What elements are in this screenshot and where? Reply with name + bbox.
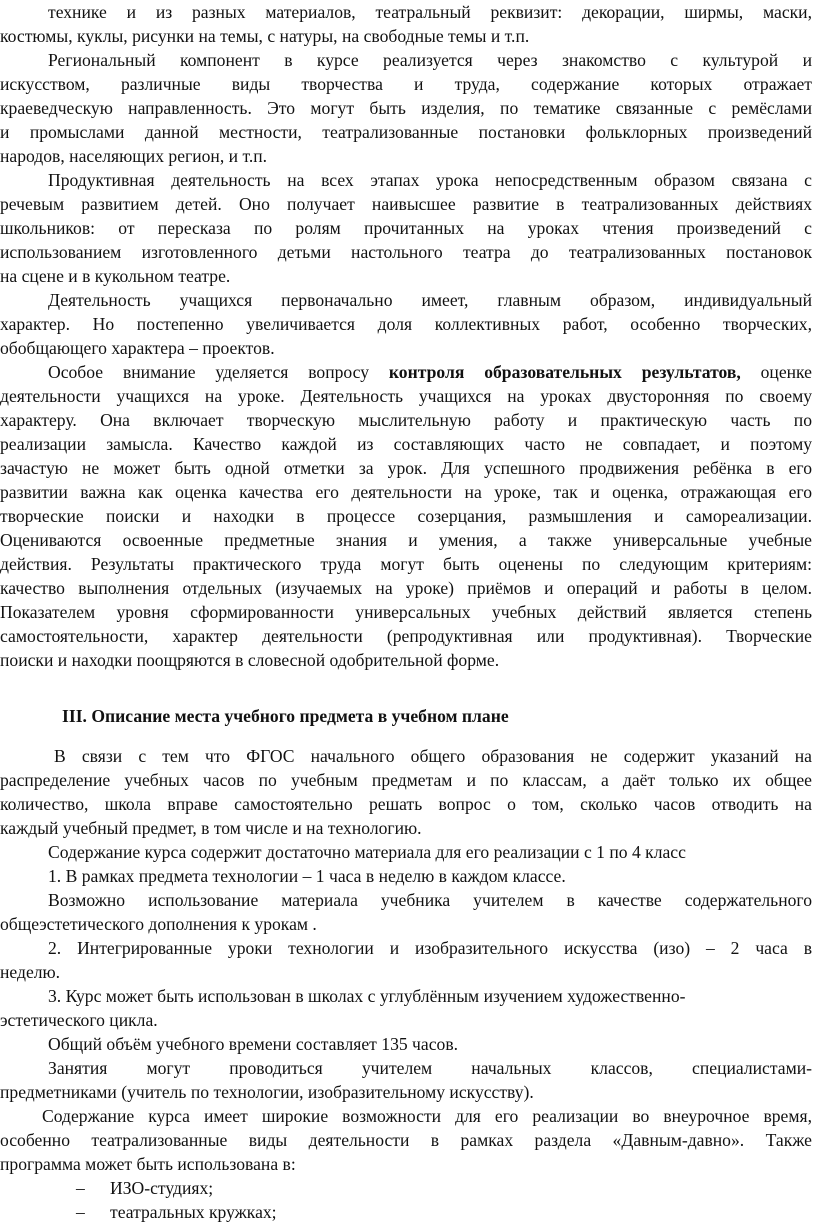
- paragraph-line: костюмы, куклы, рисунки на темы, с натуры, на свободные темы и т.п.: [0, 26, 530, 46]
- paragraph-line: использованием изготовленного детьми настольного театра до театрализованных постановок: [0, 242, 812, 262]
- bullet-text: театральных кружках;: [110, 1202, 277, 1222]
- paragraph-line: особенно театрализованные виды деятельности в рамках раздела «Давным-давно». Также: [0, 1130, 812, 1150]
- paragraph-line: распределение учебных часов по учебным предметам и по классам, а даёт только их общее: [0, 770, 812, 790]
- bold-phrase: контроля образовательных результатов,: [388, 362, 741, 382]
- dash-bullet-icon: –: [76, 1178, 85, 1198]
- numbered-item: 1. В рамках предмета технологии – 1 часа в неделю в каждом классе.: [48, 866, 566, 886]
- paragraph-line: Общий объём учебного времени составляет 135 часов.: [48, 1034, 459, 1054]
- paragraph-line: зачастую не может быть одной отметки за урок. Для успешного продвижения ребёнка в его: [0, 458, 812, 478]
- paragraph-line: деятельности учащихся на уроке. Деятельность учащихся на уроках двусторонняя по своему: [0, 386, 812, 406]
- numbered-item-continuation: эстетического цикла.: [0, 1010, 158, 1030]
- paragraph-line: предметниками (учитель по технологии, изобразительному искусству).: [0, 1082, 534, 1102]
- paragraph-line: народов, населяющих регион, и т.п.: [0, 146, 268, 166]
- paragraph-line: Показателем уровня сформированности универсальных учебных действий является степень: [0, 602, 812, 622]
- paragraph-line: краеведческую направленность. Это могут быть изделия, по тематике связанные с ремёслами: [0, 98, 812, 118]
- paragraph-line: Содержание курса имеет широкие возможности для его реализации во внеурочное время,: [42, 1106, 812, 1126]
- numbered-item-continuation: неделю.: [0, 962, 61, 982]
- paragraph-line: Продуктивная деятельность на всех этапах урока непосредственным образом связана с: [48, 170, 812, 190]
- paragraph-line: речевым развитием детей. Оно получает наивысшее развитие в театрализованных действиях: [0, 194, 812, 214]
- paragraph-line: программа может быть использована в:: [0, 1154, 296, 1174]
- paragraph-line: каждый учебный предмет, в том числе и на технологию.: [0, 818, 422, 838]
- paragraph-line: и промыслами данной местности, театрализованные постановки фольклорных произведений: [0, 122, 812, 142]
- paragraph-line: В связи с тем что ФГОС начального общего образования не содержит указаний на: [54, 746, 812, 766]
- paragraph-line: развитии важна как оценка качества его деятельности на уроке, так и оценка, отражающая его: [0, 482, 812, 502]
- dash-bullet-icon: –: [76, 1202, 85, 1222]
- paragraph-line: Региональный компонент в курсе реализуется через знакомство с культурой и: [48, 50, 812, 70]
- paragraph-line: характер. Но постепенно увеличивается доля коллективных работ, особенно творческих,: [0, 314, 812, 334]
- paragraph-line: действия. Результаты практического труда могут быть оценены по следующим критериям:: [0, 554, 812, 574]
- numbered-item: 3. Курс может быть использован в школах с углублённым изучением художественно-: [48, 986, 686, 1006]
- paragraph-line: Деятельность учащихся первоначально имеет, главным образом, индивидуальный: [48, 290, 812, 310]
- paragraph-line: Содержание курса содержит достаточно материала для его реализации с 1 по 4 класс: [48, 842, 686, 862]
- bullet-item: [76, 1176, 213, 1200]
- text-run: оценке: [740, 362, 812, 382]
- paragraph-line: обобщающего характера – проектов.: [0, 338, 275, 358]
- paragraph-line: характеру. Она включает творческую мыслительную работу и практическую часть по: [0, 410, 812, 430]
- paragraph-line: общеэстетического дополнения к урокам .: [0, 914, 317, 934]
- numbered-item: 2. Интегрированные уроки технологии и изобразительного искусства (изо) – 2 часа в: [48, 938, 812, 958]
- bullet-text: ИЗО-студиях;: [110, 1178, 214, 1198]
- paragraph-line: поиски и находки поощряются в словесной одобрительной форме.: [0, 650, 500, 670]
- paragraph-line: реализации замысла. Качество каждой из составляющих часто не совпадает, и поэтому: [0, 434, 812, 454]
- paragraph-line: качество выполнения отдельных (изучаемых на уроке) приёмов и операций и работы в целом.: [0, 578, 812, 598]
- paragraph-line: творческие поиски и находки в процессе созерцания, размышления и самореализации.: [0, 506, 812, 526]
- paragraph-line: Занятия могут проводиться учителем начальных классов, специалистами-: [48, 1058, 812, 1078]
- bullet-item: [76, 1200, 277, 1224]
- paragraph-line: количество, школа вправе самостоятельно решать вопрос о том, сколько часов отводить на: [0, 794, 812, 814]
- text-run: Особое внимание уделяется вопросу: [48, 362, 389, 382]
- paragraph-line: Возможно использование материала учебника учителем в качестве содержательного: [48, 890, 812, 910]
- paragraph-line: самостоятельности, характер деятельности (репродуктивная или продуктивная). Творческие: [0, 626, 812, 646]
- paragraph-line: технике и из разных материалов, театральный реквизит: декорации, ширмы, маски,: [48, 2, 812, 22]
- paragraph-line-with-bold: [48, 360, 812, 384]
- paragraph-line: Оцениваются освоенные предметные знания и умения, а также универсальные учебные: [0, 530, 812, 550]
- section-heading: III. Описание места учебного предмета в учебном плане: [62, 706, 509, 726]
- paragraph-line: искусством, различные виды творчества и труда, содержание которых отражает: [0, 74, 812, 94]
- paragraph-line: на сцене и в кукольном театре.: [0, 266, 231, 286]
- paragraph-line: школьников: от пересказа по ролям прочитанных на уроках чтения произведений с: [0, 218, 812, 238]
